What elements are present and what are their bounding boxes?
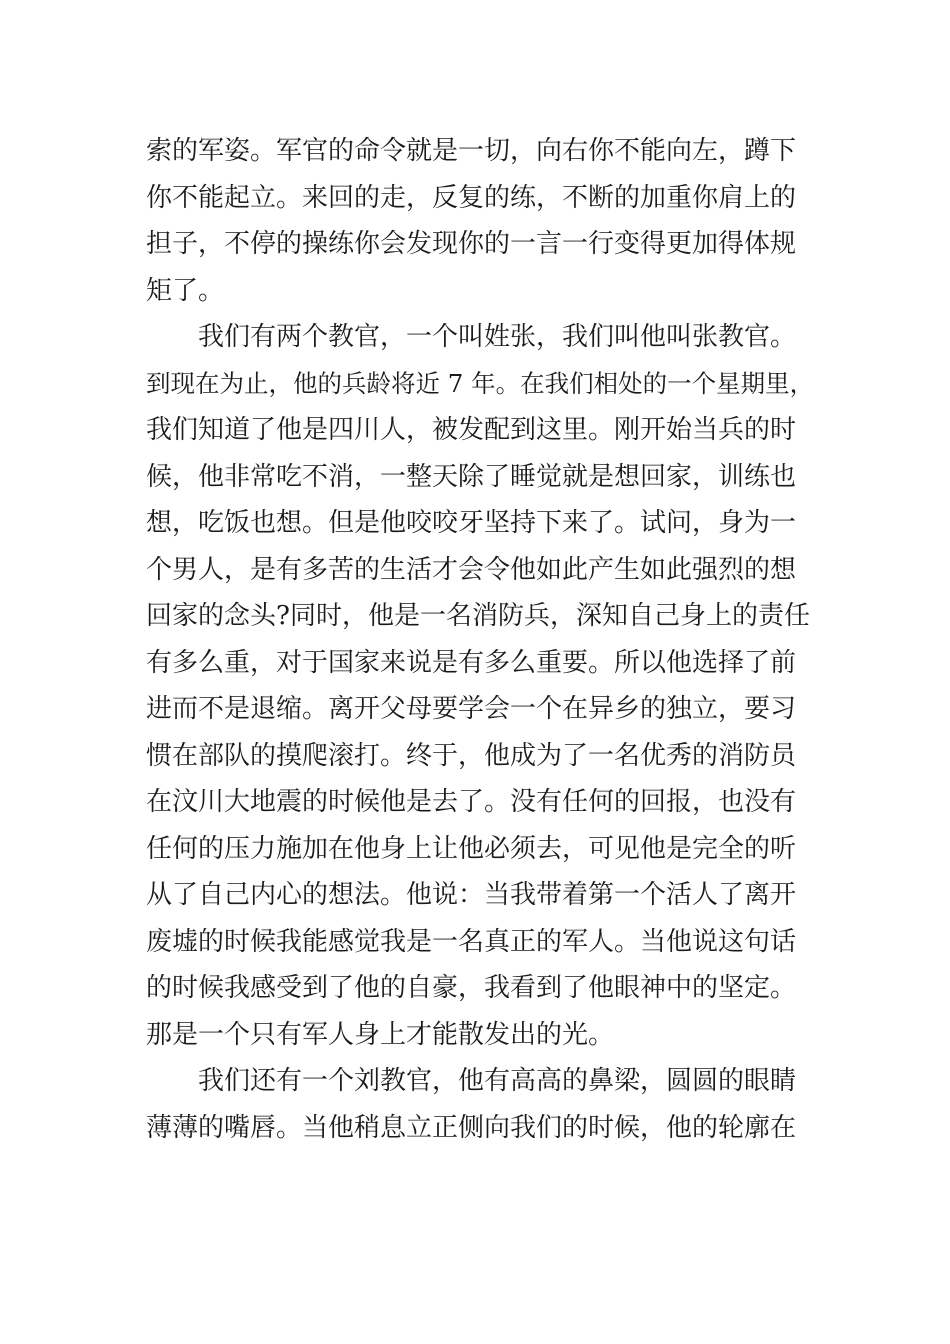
text-line: 惯在部队的摸爬滚打。终于，他成为了一名优秀的消防员 <box>146 740 797 771</box>
text-line: 担子，不停的操练你会发现你的一言一行变得更加得体规 <box>146 229 797 259</box>
text-line: 薄薄的嘴唇。当他稍息立正侧向我们的时候，他的轮廓在 <box>146 1112 797 1143</box>
text-line: 在汶川大地震的时候他是去了。没有任何的回报，也没有 <box>146 787 797 817</box>
paragraph-first-line: 我们有两个教官，一个叫姓张，我们叫他叫张教官。 <box>198 322 797 352</box>
paragraph-first-line: 我们还有一个刘教官，他有高高的鼻梁，圆圆的眼睛 <box>198 1066 797 1096</box>
text-line: 个男人，是有多苦的生活才会令他如此产生如此强烈的想 <box>146 554 797 585</box>
text-line: 到现在为止，他的兵龄将近 7 年。在我们相处的一个星期里， <box>146 368 815 398</box>
text-line: 任何的压力施加在他身上让他必须去，可见他是完全的听 <box>146 833 797 864</box>
body-text <box>146 128 816 1151</box>
text-line: 矩了。 <box>146 275 225 306</box>
text-line: 想，吃饭也想。但是他咬咬牙坚持下来了。试问，身为一 <box>146 508 797 538</box>
text-line: 从了自己内心的想法。他说：当我带着第一个活人了离开 <box>146 880 797 910</box>
text-line: 回家的念头?同时，他是一名消防兵，深知自己身上的责任 <box>146 601 810 631</box>
text-line: 我们知道了他是四川人，被发配到这里。刚开始当兵的时 <box>146 415 797 445</box>
text-line: 的时候我感受到了他的自豪，我看到了他眼神中的坚定。 <box>146 973 797 1003</box>
text-line: 你不能起立。来回的走，反复的练，不断的加重你肩上的 <box>146 182 797 213</box>
text-line: 废墟的时候我能感觉我是一名真正的军人。当他说这句话 <box>146 926 797 957</box>
text-line: 索的军姿。军官的命令就是一切，向右你不能向左，蹲下 <box>146 136 797 166</box>
text-line: 有多么重，对于国家来说是有多么重要。所以他选择了前 <box>146 647 797 678</box>
text-line: 进而不是退缩。离开父母要学会一个在异乡的独立，要习 <box>146 694 797 724</box>
text-line: 那是一个只有军人身上才能散发出的光。 <box>146 1019 615 1050</box>
text-line: 候，他非常吃不消，一整天除了睡觉就是想回家，训练也 <box>146 461 797 492</box>
